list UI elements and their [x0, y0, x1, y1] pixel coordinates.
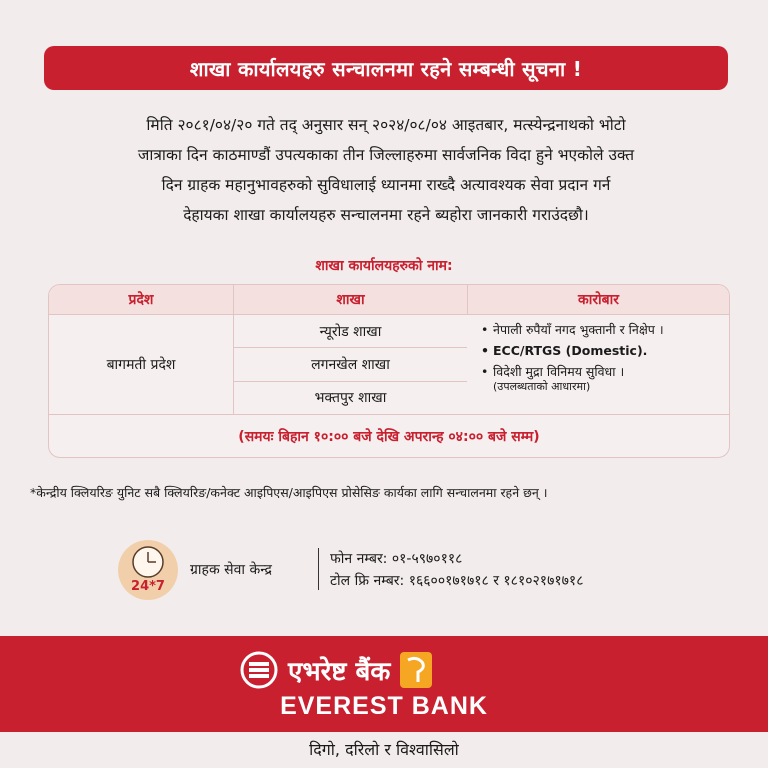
branches-cell	[233, 315, 467, 414]
intro-line: दिन ग्राहक महानुभावहरुको सुविधालाई ध्यानमा राख्दै अत्यावश्यक सेवा प्रदान गर्न	[161, 176, 611, 194]
header-branch: शाखा	[233, 285, 467, 314]
intro-line: मिति २०८१/०४/२० गते तद् अनुसार सन् २०२४/०८/०४ आइतबार, मत्स्येन्द्रनाथको भोटो	[146, 116, 626, 134]
availability-badge: 24*7	[131, 579, 165, 594]
service-center-label: ग्राहक सेवा केन्द्र	[190, 562, 272, 578]
intro-paragraph	[36, 110, 736, 230]
bank-name-english: EVEREST BANK	[280, 692, 488, 720]
service-item	[481, 363, 719, 394]
emblem-icon	[400, 652, 432, 688]
divider	[318, 548, 319, 590]
bank-name-nepali: एभरेष्ट बैंक	[288, 657, 391, 687]
table-row	[49, 315, 729, 415]
clock-icon	[126, 544, 170, 584]
clearing-footnote: *केन्द्रीय क्लियरिङ युनिट सबै क्लियरिङ/कनेक्ट आइपिएस/आइपिएस प्रोसेसिङ कार्यका लागि सन्चालनमा रहने छन् ।	[30, 485, 548, 500]
service-item: • ECC/RTGS (Domestic).	[481, 342, 719, 359]
branches-heading: शाखा कार्यालयहरुको नाम:	[315, 258, 453, 274]
contact-numbers	[330, 548, 584, 592]
customer-service-block	[118, 536, 678, 606]
header-province: प्रदेश	[128, 292, 154, 308]
table-header-row	[49, 285, 729, 315]
province-cell: बागमती प्रदेश	[106, 357, 176, 373]
bank-logo-icon	[240, 651, 278, 689]
branch-name: न्यूरोड शाखा	[319, 323, 382, 340]
branch-name: भक्तपुर शाखा	[234, 381, 467, 414]
intro-line: जात्राका दिन काठमाण्डौं उपत्यकाका तीन जिल्लाहरुमा सार्वजनिक विदा हुने भएकोले उक्त	[137, 146, 635, 164]
clock-badge	[118, 540, 178, 600]
service-item-text: विदेशी मुद्रा विनिमय सुविधा ।	[493, 364, 625, 379]
service-item: • नेपाली रुपैयाँ नगद भुक्तानी र निक्षेप ।	[481, 321, 719, 338]
header-service: कारोबार	[467, 285, 729, 314]
branch-table	[48, 284, 730, 458]
brand-logo-row	[240, 650, 540, 690]
brand-footer	[0, 636, 768, 732]
notice-title: शाखा कार्यालयहरु सन्चालनमा रहने सम्बन्धी सूचना !	[189, 56, 583, 81]
services-cell	[467, 315, 729, 414]
notice-title-banner	[44, 46, 728, 90]
phone-number[interactable]: फोन नम्बर: ०१-५९७०११८	[330, 551, 463, 567]
tollfree-number[interactable]: टोल फ्रि नम्बर: १६६००१७१७१८ र १८१०२१७१७१८	[330, 573, 584, 589]
intro-line: देहायका शाखा कार्यालयहरु सन्चालनमा रहने ब्यहोरा जानकारी गराउंदछौ।	[183, 206, 589, 224]
branch-name: लगनखेल शाखा	[234, 347, 467, 380]
operating-hours: (समयः बिहान १०:०० बजे देखि अपरान्ह ०४:०० बजे सम्म)	[238, 428, 540, 445]
service-note: (उपलब्धताको आधारमा)	[493, 380, 591, 393]
bank-tagline: दिगो, दरिलो र विश्वासिलो	[309, 740, 459, 759]
